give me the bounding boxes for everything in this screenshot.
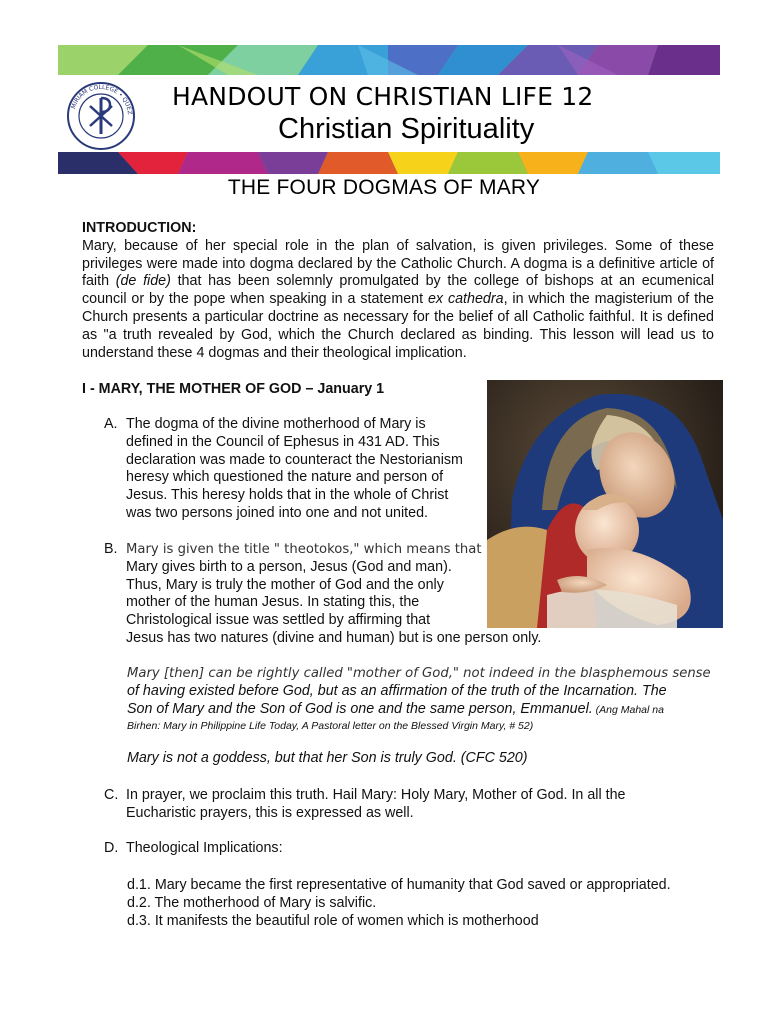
intro-ex-cathedra: ex cathedra [427, 291, 504, 308]
text-line: Theological Implications: [126, 840, 283, 856]
quote-line-text: Son of Mary and the Son of God is one and the same person, Emmanuel. [127, 700, 593, 717]
pastoral-letter-quote [127, 665, 711, 733]
implication-item: d.1. Mary became the first representative of humanity that God saved or appropriated. [127, 877, 671, 893]
introduction-paragraph [82, 238, 714, 363]
list-marker: D. [104, 840, 119, 856]
text-line: In prayer, we proclaim this truth. Hail Mary: Holy Mary, Mother of God. In all the [126, 787, 626, 803]
list-marker: A. [104, 416, 118, 432]
section-heading: I - MARY, THE MOTHER OF GOD – January 1 [82, 381, 385, 397]
quote-line [127, 701, 707, 720]
quote-line: of having existed before God, but as an affirmation of the truth of the Incarnation. The [127, 682, 667, 699]
miriam-college-seal-icon [60, 80, 142, 152]
implication-item: d.3. It manifests the beautiful role of women which is motherhood [127, 913, 539, 929]
introduction-heading: INTRODUCTION: [82, 220, 197, 236]
handout-subtitle: Christian Spirituality [278, 113, 535, 145]
intro-text-part: Mary, because of her special role in the plan of salvation, is given privileges. Some of these privileges were made into dogma declared by the Catholic Church. A dogma is a definitive article of faith [82, 237, 714, 290]
intro-text-part: , in which the magisterium of the Church presents a particular doctrine as necessary for the belief of all Catholic faithful. It is defined as "a truth revealed by God, which the Church declared as binding. This lesson will lead us to understand these 4 dogmas and their theological implication. [82, 291, 715, 361]
document-title: THE FOUR DOGMAS OF MARY [227, 176, 541, 199]
intro-de-fide: (de fide) [115, 273, 171, 290]
implication-item: d.2. The motherhood of Mary is salvific. [127, 895, 377, 911]
quote-line: Mary [then] can be rightly called "mother of God," not indeed in the blasphemous sense [127, 666, 711, 681]
introduction-section [82, 220, 714, 362]
handout-title: HANDOUT ON CHRISTIAN LIFE 12 [172, 82, 594, 111]
text-line: Mary is given the title " theotokos," which means that [126, 542, 482, 557]
quote-citation: (Ang Mahal na [592, 703, 664, 716]
header-banner-top [58, 45, 720, 75]
banner-pattern-bottom [58, 152, 720, 174]
text-line: Jesus. This heresy holds that in the whole of Christ [126, 487, 449, 504]
text-line: The dogma of the divine motherhood of Mary is [126, 416, 426, 432]
cfc-quote: Mary is not a goddess, but that her Son is truly God. (CFC 520) [127, 750, 528, 766]
text-line: Mary gives birth to a person, Jesus (God and man). [126, 558, 452, 575]
text-line: defined in the Council of Ephesus in 431 AD. This [126, 433, 440, 450]
list-marker: B. [104, 541, 118, 557]
text-line: Eucharistic prayers, this is expressed as well. [126, 804, 414, 821]
text-line: Jesus has two natures (divine and human) but is one person only. [126, 629, 542, 646]
text-line: was two persons joined into one and not united. [126, 504, 429, 521]
intro-text-part: that has been solemnly promulgated by the college of bishops at an ecumenical council or by the pope when speaking in a statement [82, 273, 715, 308]
header-banner-bottom [58, 152, 720, 174]
quote-citation: Birhen: Mary in Philippine Life Today, A Pastoral letter on the Blessed Virgin Mary, # 52) [127, 720, 534, 733]
text-line: Christological issue was settled by affirming that [126, 612, 431, 629]
list-marker: C. [104, 787, 119, 803]
logo-lettering: MIRIAM COLLEGE • QUEZ [70, 83, 134, 116]
banner-pattern-top [58, 45, 720, 75]
text-line: declaration was made to counteract the Nestorianism [126, 451, 463, 468]
text-line: mother of the human Jesus. In stating this, the [126, 594, 420, 611]
text-line: Thus, Mary is truly the mother of God and the only [126, 576, 444, 593]
text-line: heresy which questioned the nature and person of [126, 469, 444, 486]
